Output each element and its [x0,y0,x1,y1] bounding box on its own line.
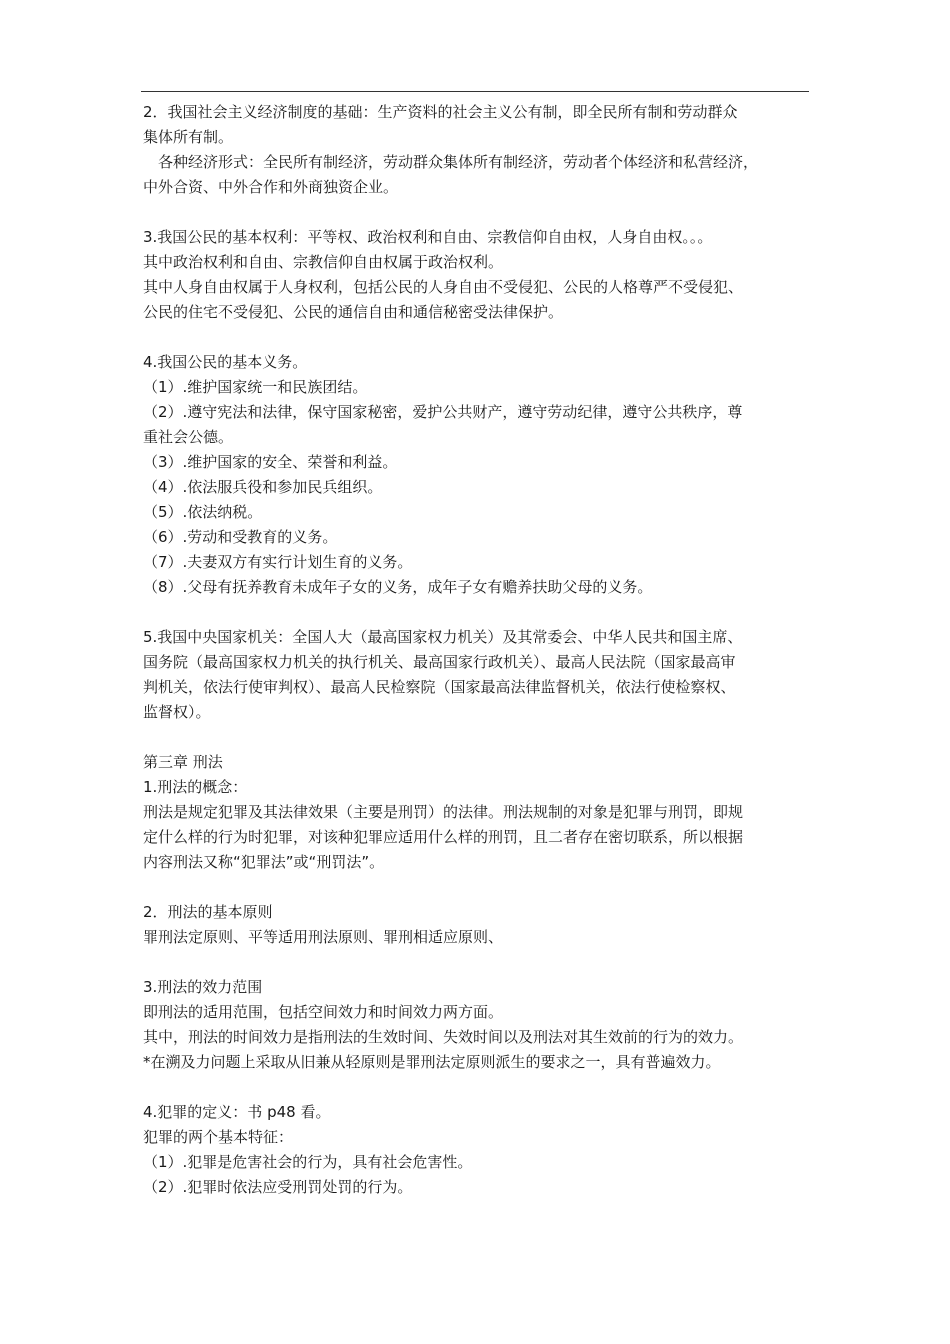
text-line: 重社会公德。 [143,428,234,446]
text-line: 公民的住宅不受侵犯、公民的通信自由和通信秘密受法律保护。 [143,303,564,321]
text-line: 罪刑法定原则、平等适用刑法原则、罪刑相适应原则、 [143,928,504,946]
text-line: *在溯及力问题上采取从旧兼从轻原则是罪刑法定原则派生的要求之一，具有普遍效力。 [143,1053,721,1071]
text-line: 刑法是规定犯罪及其法律效果（主要是刑罚）的法律。刑法规制的对象是犯罪与刑罚，即规 [143,803,744,821]
list-item: （8）.父母有抚养教育未成年子女的义务，成年子女有赡养扶助父母的义务。 [143,578,653,596]
text-line: 犯罪的两个基本特征： [143,1128,294,1146]
list-item: （2）.犯罪时依法应受刑罚处罚的行为。 [143,1178,413,1196]
paragraph-gap [143,950,815,975]
text-line: 即刑法的适用范围，包括空间效力和时间效力两方面。 [143,1003,504,1021]
section-heading: 4.犯罪的定义：书 p48 看。 [143,1103,331,1121]
text-line: 定什么样的行为时犯罪，对该种犯罪应适用什么样的刑罚，且二者存在密切联系，所以根据 [143,828,744,846]
list-item: （6）.劳动和受教育的义务。 [143,528,338,546]
list-item: （2）.遵守宪法和法律，保守国家秘密，爱护公共财产，遵守劳动纪律，遵守公共秩序，尊 [143,403,743,421]
text-line: 国务院（最高国家权力机关的执行机关、最高国家行政机关）、最高人民法院（国家最高审 [143,653,736,671]
list-item: （4）.依法服兵役和参加民兵组织。 [143,478,383,496]
text-line: 监督权）。 [143,703,211,721]
paragraph-gap [143,600,815,625]
list-item: （3）.维护国家的安全、荣誉和利益。 [143,453,398,471]
text-line: 集体所有制。 [143,128,234,146]
paragraph-gap [143,325,815,350]
section-heading: 1.刑法的概念： [143,778,248,796]
paragraph-gap [143,725,815,750]
text-line: 各种经济形式：全民所有制经济，劳动群众集体所有制经济，劳动者个体经济和私营经济， [158,153,759,171]
text-line: 判机关，依法行使审判权）、最高人民检察院（国家最高法律监督机关，依法行使检察权、 [143,678,736,696]
chapter-heading: 第三章 刑法 [143,753,223,771]
list-item: （1）.犯罪是危害社会的行为，具有社会危害性。 [143,1153,473,1171]
paragraph-gap [143,875,815,900]
text-line: 4.我国公民的基本义务。 [143,353,308,371]
header-rule [141,91,809,92]
list-item: （1）.维护国家统一和民族团结。 [143,378,368,396]
text-line: 3.我国公民的基本权利：平等权、政治权利和自由、宗教信仰自由权，人身自由权。。。 [143,228,713,246]
text-line: 5.我国中央国家机关：全国人大（最高国家权力机关）及其常委会、中华人民共和国主席、 [143,628,743,646]
text-line: 其中，刑法的时间效力是指刑法的生效时间、失效时间以及刑法对其生效前的行为的效力。 [143,1028,744,1046]
text-line: 其中政治权利和自由、宗教信仰自由权属于政治权利。 [143,253,504,271]
text-line: 内容刑法又称“犯罪法”或“刑罚法”。 [143,853,385,871]
paragraph-gap [143,200,815,225]
document-body [143,100,815,1200]
section-heading: 2．刑法的基本原则 [143,903,273,921]
list-item: （7）.夫妻双方有实行计划生育的义务。 [143,553,413,571]
text-line: 2．我国社会主义经济制度的基础：生产资料的社会主义公有制，即全民所有制和劳动群众 [143,103,738,121]
text-line: 中外合资、中外合作和外商独资企业。 [143,178,399,196]
list-item: （5）.依法纳税。 [143,503,263,521]
paragraph-gap [143,1075,815,1100]
section-heading: 3.刑法的效力范围 [143,978,263,996]
text-line: 其中人身自由权属于人身权利，包括公民的人身自由不受侵犯、公民的人格尊严不受侵犯、 [143,278,744,296]
